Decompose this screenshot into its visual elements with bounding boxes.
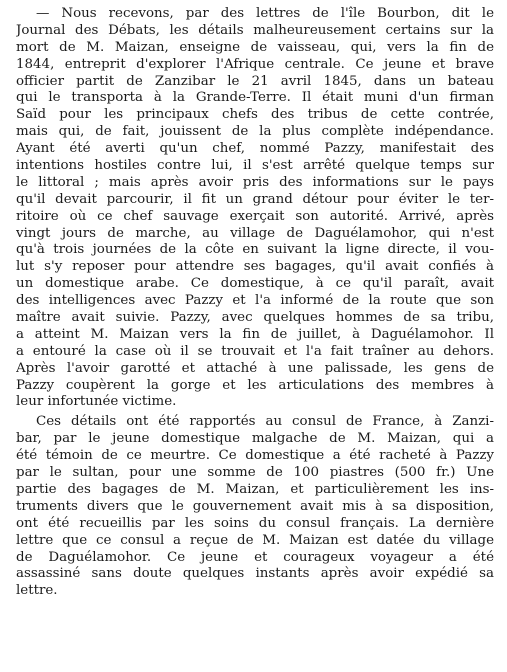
- text-line: été témoin de ce meurtre. Ce domestique a été racheté à Pazzy: [16, 448, 494, 464]
- text-line: par le sultan, pour une somme de 100 piastres (500 fr.) Une: [16, 465, 494, 481]
- text-line: bar, par le jeune domestique malgache de M. Maizan, qui a: [16, 431, 494, 447]
- text-line: vingt jours de marche, au village de Daguélamohor, qui n'est: [16, 225, 494, 241]
- text-line: officier partit de Zanzibar le 21 avril 1845, dans un bateau: [16, 73, 494, 89]
- text-line: a entouré la case où il se trouvait et l'a fait traîner au dehors.: [16, 343, 494, 359]
- text-line: a atteint M. Maizan vers la fin de juillet, à Daguélamohor. Il: [16, 326, 494, 342]
- text-line: — Nous recevons, par des lettres de l'île Bourbon, dit le: [36, 6, 494, 21]
- text-line: leur infortunée victime.: [16, 394, 177, 410]
- text-line: truments divers que le gouvernement avait mis à sa disposition,: [16, 498, 494, 514]
- text-line: qui le transporta à la Grande-Terre. Il était muni d'un firman: [16, 90, 494, 106]
- text-line: lut s'y reposer pour attendre ses bagages, qu'il avait confiés à: [16, 259, 494, 275]
- text-line: un domestique arabe. Ce domestique, à ce qu'il paraît, avait: [16, 276, 494, 292]
- text-line: lettre que ce consul a reçue de M. Maizan est datée du village: [16, 532, 494, 548]
- text-line: 1844, entreprit d'explorer l'Afrique centrale. Ce jeune et brave: [16, 56, 494, 72]
- text-line: qu'il devait parcourir, il fit un grand détour pour éviter le ter-: [16, 191, 494, 207]
- text-line: ritoire où ce chef sauvage exerçait son autorité. Arrivé, après: [16, 208, 494, 224]
- text-line: mais qui, de fait, jouissent de la plus complète indépendance.: [16, 124, 494, 140]
- newspaper-article: [16, 6, 494, 668]
- text-line: lettre.: [16, 583, 58, 599]
- text-line: Ayant été averti qu'un chef, nommé Pazzy, manifestait des: [16, 141, 494, 157]
- text-line: Saïd pour les principaux chefs des tribus de cette contrée,: [16, 107, 494, 123]
- text-line: des intelligences avec Pazzy et l'a informé de la route que son: [16, 293, 494, 309]
- text-line: Ces détails ont été rapportés au consul de France, à Zanzi-: [36, 414, 494, 430]
- paragraph-2: [16, 414, 494, 600]
- text-line: mort de M. Maizan, enseigne de vaisseau, qui, vers la fin de: [16, 39, 494, 55]
- text-line: Pazzy coupèrent la gorge et les articulations des membres à: [16, 377, 494, 393]
- text-line: qu'à trois journées de la côte en suivant la ligne directe, il vou-: [16, 242, 494, 258]
- text-line: le littoral ; mais après avoir pris des informations sur le pays: [16, 174, 494, 190]
- text-line: assassiné sans doute quelques instants après avoir expédié sa: [16, 566, 494, 582]
- text-line: ont été recueillis par les soins du consul français. La dernière: [16, 515, 494, 531]
- text-line: de Daguélamohor. Ce jeune et courageux voyageur a été: [16, 549, 494, 565]
- text-line: Journal des Débats, les détails malheureusement certains sur la: [16, 22, 494, 38]
- text-line: intentions hostiles contre lui, il s'est arrêté quelque temps sur: [16, 158, 494, 174]
- paragraph-1: [16, 6, 494, 411]
- text-line: Après l'avoir garotté et attaché à une palissade, les gens de: [16, 360, 494, 376]
- text-line: maître avait suivie. Pazzy, avec quelques hommes de sa tribu,: [16, 310, 494, 326]
- text-line: partie des bagages de M. Maizan, et particulièrement les ins-: [16, 481, 494, 497]
